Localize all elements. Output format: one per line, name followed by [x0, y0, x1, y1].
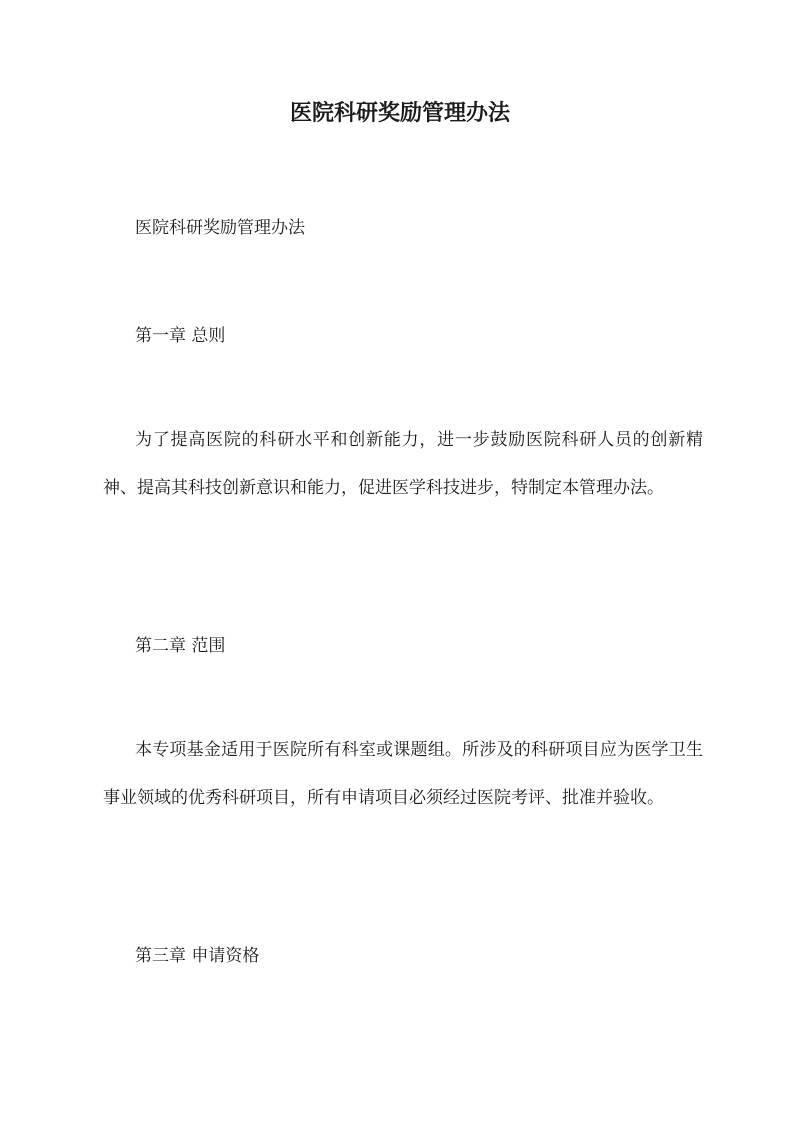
- chapter-1-heading: 第一章 总则: [135, 326, 226, 346]
- chapter-2-paragraph: 本专项基金适用于医院所有科室或课题组。所涉及的科研项目应为医学卫生事业领域的优秀科研项目，所有申请项目必须经过医院考评、批准并验收。: [103, 740, 703, 808]
- chapter-3-heading: 第三章 申请资格: [135, 946, 260, 966]
- chapter-1-paragraph: 为了提高医院的科研水平和创新能力，进一步鼓励医院科研人员的创新精神、提高其科技创新意识和能力，促进医学科技进步，特制定本管理办法。: [103, 430, 703, 498]
- document-subtitle: 医院科研奖励管理办法: [135, 218, 305, 238]
- chapter-2-heading: 第二章 范围: [135, 636, 226, 656]
- document-title: 医院科研奖励管理办法: [289, 100, 510, 126]
